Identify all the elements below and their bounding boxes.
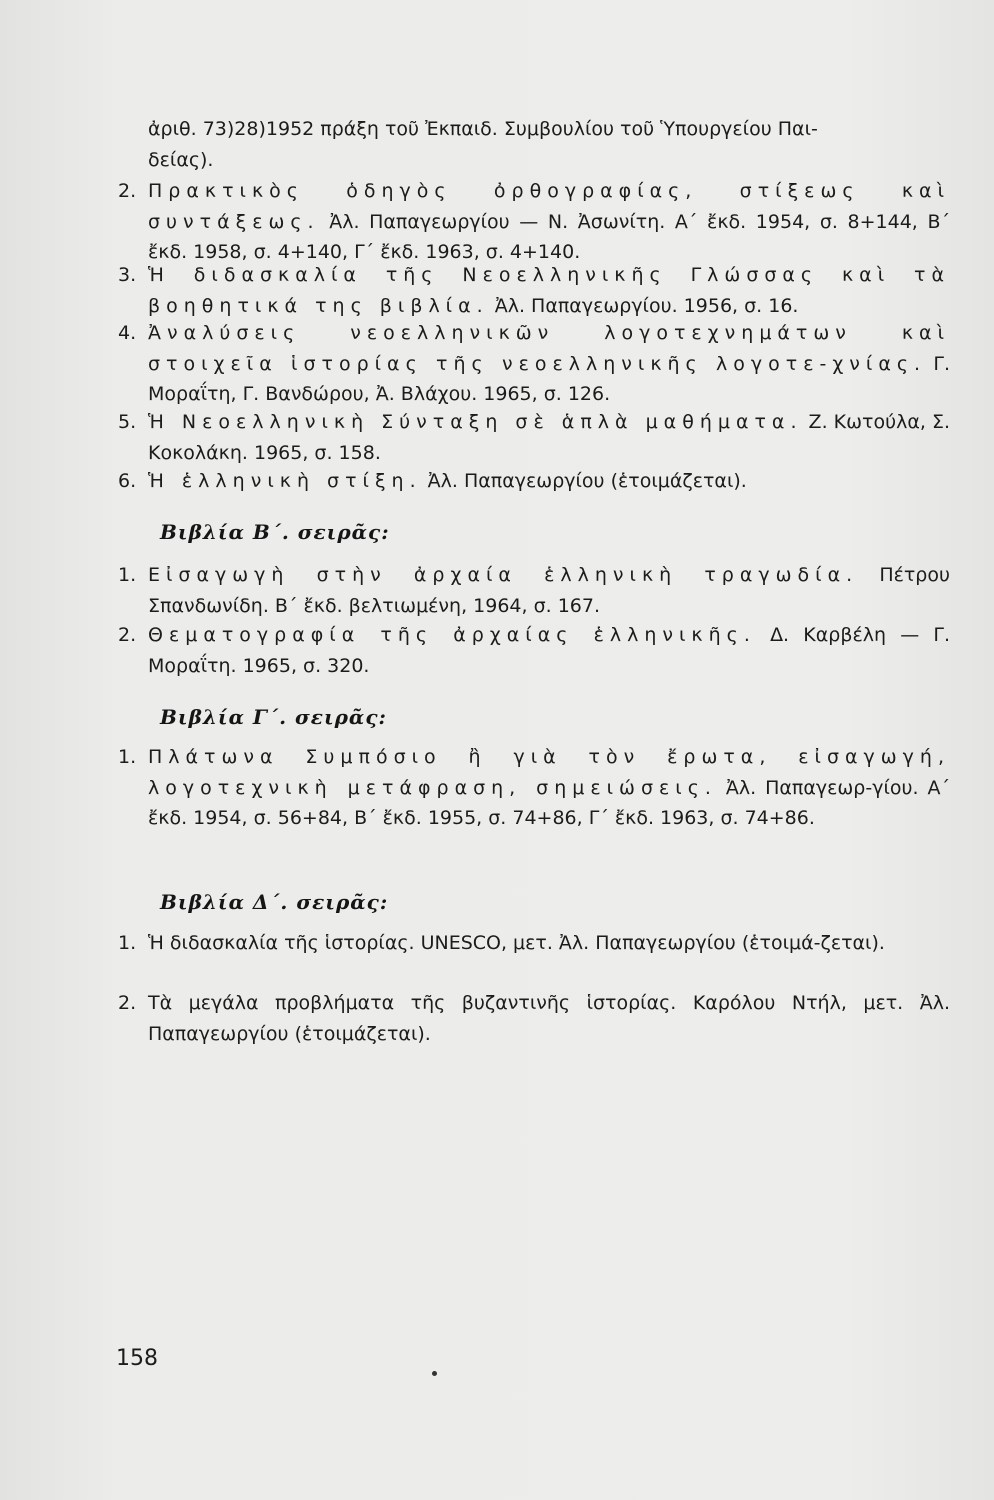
item-title: Θεματογραφία τῆς ἀρχαίας ἑλληνικῆς. [148,624,756,646]
item-details: Ἀλ. Παπαγεωρ-γίου. Α΄ ἔκδ. 1954, σ. 56+84, Β΄ ἔκδ. 1955, σ. 74+86, Γ΄ ἔκδ. 1963, σ. 74+86. [148,776,951,829]
list-item [118,318,950,410]
item-title: Ἡ διδασκαλία τῆς Νεοελληνικῆς Γλώσσας καὶ τὰ βοηθητικά της βιβλία. [148,264,950,317]
list-item [118,988,950,1049]
item-title: Ἡ Νεοελληνικὴ Σύνταξη σὲ ἁπλὰ μαθήματα. [148,411,803,433]
item-details: Ἀλ. Παπαγεωργίου (ἑτοιμάζεται). [427,470,747,492]
list-item [118,560,950,621]
list-item [118,620,950,681]
item-number: 1. [118,564,137,586]
list-item [118,928,950,959]
item-title: Πρακτικὸς ὁδηγὸς ὀρθογραφίας, στίξεως καὶ συντάξεως. [148,180,950,233]
item-number: 5. [118,411,137,433]
list-item [118,466,950,497]
section-heading-series-d: Βιβλία Δ΄. σειρᾶς: [160,890,389,914]
item-details: Δ. Καρβέλη — Γ. Μοραΐτη. 1965, σ. 320. [148,624,950,677]
section-heading-series-b: Βιβλία Β΄. σειρᾶς: [160,520,390,544]
item-number: 1. [118,746,137,768]
list-item [118,176,950,268]
item-number: 2. [118,992,137,1014]
intro-line: δείας). [148,149,214,171]
list-item [118,742,950,834]
item-details: Ζ. Κωτούλα, Σ. Κοκολάκη. 1965, σ. 158. [148,411,950,464]
item-number: 4. [118,322,137,344]
item-number: 6. [118,470,137,492]
intro-line: ἀριθ. 73)28)1952 πράξη τοῦ Ἐκπαιδ. Συμβουλίου τοῦ Ὑπουργείου Παι- [148,118,818,140]
item-title: Εἰσαγωγὴ στὴν ἀρχαία ἑλληνικὴ τραγωδία. [148,564,859,586]
item-text: Τὰ μεγάλα προβλήματα τῆς βυζαντινῆς ἱστορίας. Καρόλου Ντήλ, μετ. Ἀλ. Παπαγεωργίου (ἑτοιμάζεται). [148,992,950,1045]
item-title: Ἡ ἑλληνικὴ στίξη. [148,470,422,492]
item-details: Ἀλ. Παπαγεωργίου. 1956, σ. 16. [494,294,799,317]
list-item [118,407,950,468]
item-number: 2. [118,180,137,202]
item-details: Πέτρου Σπανδωνίδη. Β΄ ἔκδ. βελτιωμένη, 1964, σ. 167. [148,564,950,617]
page-number: 158 [116,1346,158,1371]
item-details: Γ. Μοραΐτη, Γ. Βανδώρου, Ἀ. Βλάχου. 1965, σ. 126. [148,352,950,405]
item-title: Πλάτωνα Συμπόσιο ἢ γιὰ τὸν ἔρωτα, εἰσαγωγή, λογοτεχνικὴ μετάφραση, σημειώσεις. [148,746,950,799]
section-heading-series-c: Βιβλία Γ΄. σειρᾶς: [160,705,387,729]
ink-dot [432,1371,437,1376]
item-number: 3. [118,264,137,286]
item-number: 2. [118,624,137,646]
item-details: Ἀλ. Παπαγεωργίου — Ν. Ἀσωνίτη. Α΄ ἔκδ. 1954, σ. 8+144, Β΄ ἔκδ. 1958, σ. 4+140, Γ΄ ἔκδ. 1963, σ. 4+140. [148,210,950,263]
item-number: 1. [118,932,137,954]
item-title: Ἀναλύσεις νεοελληνικῶν λογοτεχνημάτων καὶ στοιχεῖα ἱστορίας τῆς νεοελληνικῆς λογοτε-χνίας. [148,322,950,375]
list-item [118,260,950,321]
item-text: Ἡ διδασκαλία τῆς ἱστορίας. UNESCO, μετ. Ἀλ. Παπαγεωργίου (ἑτοιμά-ζεται). [148,932,885,954]
